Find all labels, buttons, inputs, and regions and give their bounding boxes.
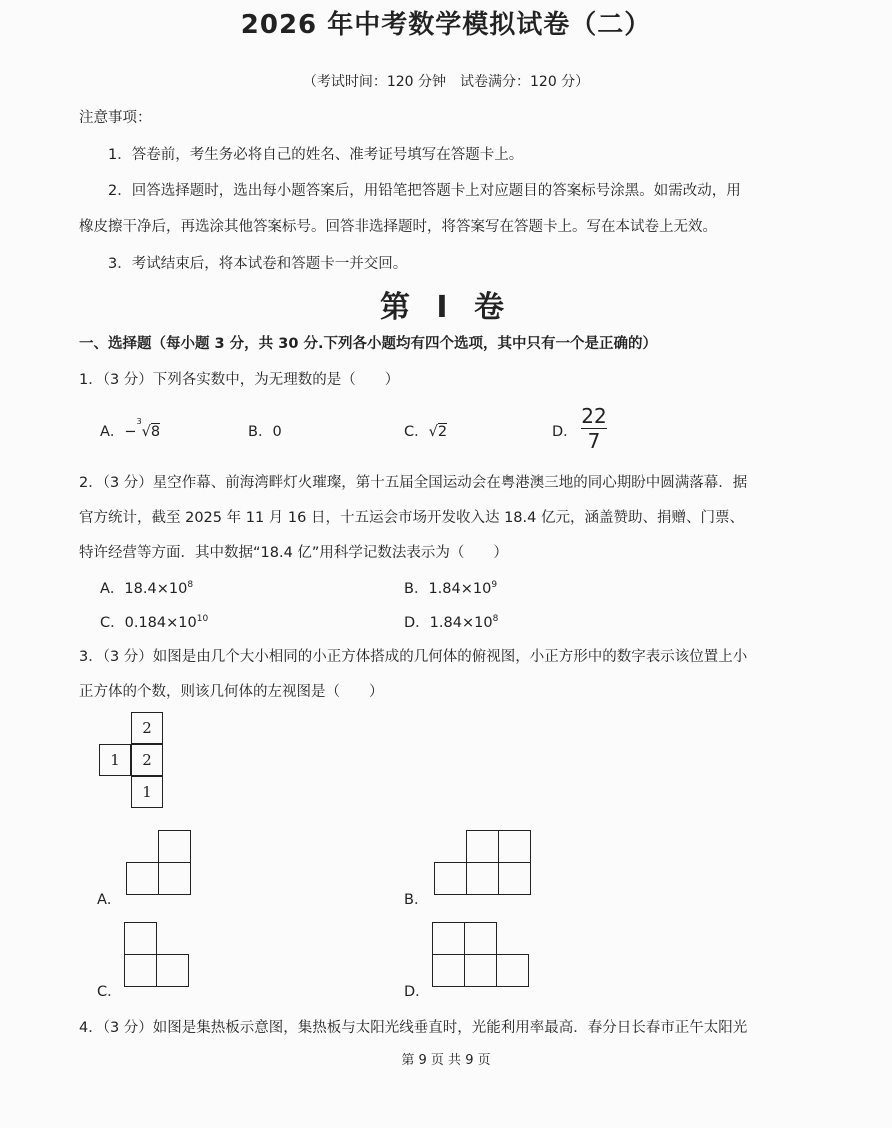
notice-item-2-line-1: 2．回答选择题时，选出每小题答案后，用铅笔把答题卡上对应题目的答案标号涂黑。如需改动，用: [108, 183, 741, 199]
q3-option-a-label: A．: [97, 892, 122, 908]
grid-cell-top: 2: [131, 712, 163, 744]
view-cell: [496, 954, 529, 987]
q1-option-b: B．0: [248, 424, 282, 440]
view-cell: [434, 862, 467, 895]
notice-item-2-line-2: 橡皮擦干净后，再选涂其他答案标号。回答非选择题时，将答案写在答题卡上。写在本试卷上无效。: [79, 219, 717, 235]
view-cell: [466, 862, 499, 895]
notice-heading: 注意事项：: [79, 110, 152, 126]
view-cell: [156, 954, 189, 987]
q2-line-1: 2．（3 分）星空作幕、前海湾畔灯火璀璨，第十五届全国运动会在粤港澳三地的同心期盼中圆满落幕．据: [79, 475, 748, 491]
q2-option-a-exponent: 8: [187, 580, 194, 591]
q2-line-3: 特许经营等方面．其中数据“18.4 亿”用科学记数法表示为（ ）: [79, 545, 508, 561]
view-cell: [464, 922, 497, 955]
view-cell: [432, 954, 465, 987]
view-cell: [498, 862, 531, 895]
page-footer: 第 9 页 共 9 页: [401, 1053, 491, 1068]
q1-option-a: A．−$^3$√8: [100, 417, 161, 440]
q1-option-d-label: D．: [552, 424, 578, 440]
view-cell: [498, 830, 531, 863]
exam-title: 2026 年中考数学模拟试卷（二）: [240, 10, 652, 40]
notice-item-1: 1．答卷前，考生务必将自己的姓名、准考证号填写在答题卡上。: [108, 147, 524, 163]
part-title: 第 I 卷: [379, 290, 513, 325]
section-heading: 一、选择题（每小题 3 分，共 30 分.下列各小题均有四个选项，其中只有一个是正确的）: [79, 336, 657, 352]
grid-cell-center: 2: [131, 744, 163, 776]
exam-subtitle: （考试时间：120 分钟 试卷满分：120 分）: [302, 74, 590, 90]
q1-stem: 1．（3 分）下列各实数中，为无理数的是（ ）: [79, 372, 400, 388]
q2-option-b: [404, 577, 497, 598]
view-cell: [158, 830, 191, 863]
view-cell: [126, 862, 159, 895]
q1-option-d-fraction: [578, 404, 610, 453]
q3-line-2: 正方体的个数，则该几何体的左视图是（ ）: [79, 684, 384, 700]
q2-option-d: [404, 611, 498, 632]
radical-sign-icon: √: [141, 424, 151, 440]
grid-cell-bottom: 1: [131, 776, 163, 808]
view-cell: [124, 922, 157, 955]
q2-option-c: [100, 611, 208, 632]
q2-option-c-base: C．0.184×10: [100, 615, 197, 631]
q1-fraction-denominator: 7: [587, 429, 601, 453]
q2-option-d-base: D．1.84×10: [404, 615, 493, 631]
notice-item-3: 3．考试结束后，将本试卷和答题卡一并交回。: [108, 256, 408, 272]
q4-line-1: 4．（3 分）如图是集热板示意图，集热板与太阳光线垂直时，光能利用率最高．春分日长春市正午太阳光: [79, 1020, 748, 1036]
q2-option-a: [100, 577, 193, 598]
q3-option-b-label: B．: [404, 892, 429, 908]
q1-option-c-radicand: 2: [437, 424, 448, 440]
view-cell: [466, 830, 499, 863]
q3-line-1: 3．（3 分）如图是由几个大小相同的小正方体搭成的几何体的俯视图，小正方形中的数字表示该位置上小: [79, 649, 748, 665]
q1-option-c-label: C．: [404, 424, 429, 440]
q2-option-c-exponent: 10: [196, 614, 209, 625]
q2-line-2: 官方统计，截至 2025 年 11 月 16 日，十五运会市场开发收入达 18.4 亿元，涵盖赞助、捐赠、门票、: [79, 510, 744, 526]
q1-option-a-label: A．: [100, 424, 125, 440]
q1-option-a-radicand: 8: [150, 424, 161, 440]
view-cell: [464, 954, 497, 987]
view-cell: [432, 922, 465, 955]
grid-cell-left: 1: [99, 744, 131, 776]
q2-option-b-exponent: 9: [491, 580, 498, 591]
q1-cube-root-index: 3: [136, 417, 142, 427]
q1-fraction-numerator: 22: [581, 404, 607, 428]
q3-option-c-label: C．: [97, 984, 122, 1000]
q2-option-a-base: A．18.4×10: [100, 581, 188, 597]
view-cell: [124, 954, 157, 987]
radical-sign-icon: √: [428, 424, 438, 440]
view-cell: [158, 862, 191, 895]
q2-option-d-exponent: 8: [492, 614, 499, 625]
q2-option-b-base: B．1.84×10: [404, 581, 492, 597]
q1-option-c: [404, 420, 447, 441]
q3-option-d-label: D．: [404, 984, 430, 1000]
